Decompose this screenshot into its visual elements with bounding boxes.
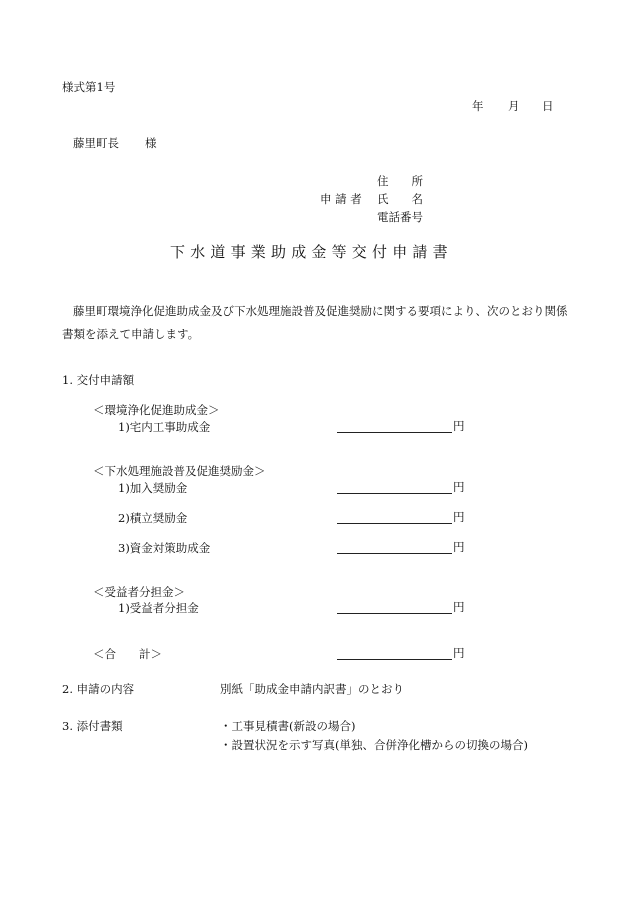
item-label: 1)加入奨励金 bbox=[118, 481, 188, 495]
amount-line bbox=[337, 493, 452, 494]
addressee-honorific: 様 bbox=[145, 136, 157, 150]
item-label: 1)受益者分担金 bbox=[118, 601, 199, 615]
amount-line bbox=[337, 432, 452, 433]
body-paragraph: 藤里町環境浄化促進助成金及び下水処理施設普及促進奨励に関する要項により、次のとおり関係書類を添えて申請します。 bbox=[62, 304, 568, 341]
applicant-name-label: 氏 名 bbox=[377, 192, 423, 206]
item-label: 2)積立奨励金 bbox=[118, 511, 188, 525]
form-number: 様式第1号 bbox=[62, 80, 116, 94]
group-1-heading: ＜環境浄化促進助成金＞ bbox=[93, 403, 220, 417]
group-2-heading: ＜下水処理施設普及促進奨励金＞ bbox=[93, 464, 266, 478]
section-1-label: 1. 交付申請額 bbox=[62, 373, 135, 387]
section-2-value: 別紙「助成金申請内訳書」のとおり bbox=[220, 682, 404, 696]
date-day: 日 bbox=[542, 99, 554, 113]
applicant-label: 申 請 者 bbox=[320, 192, 362, 206]
unit-yen: 円 bbox=[453, 600, 465, 614]
item-label: 3)資金対策助成金 bbox=[118, 541, 211, 555]
unit-yen: 円 bbox=[453, 419, 465, 433]
item-label: 1)宅内工事助成金 bbox=[118, 420, 211, 434]
section-2-label: 2. 申請の内容 bbox=[62, 682, 135, 696]
amount-line bbox=[337, 523, 452, 524]
addressee-name: 藤里町長 bbox=[73, 136, 119, 150]
unit-yen: 円 bbox=[453, 540, 465, 554]
applicant-address-label: 住 所 bbox=[377, 174, 423, 188]
amount-line bbox=[337, 613, 452, 614]
unit-yen: 円 bbox=[453, 510, 465, 524]
amount-line bbox=[337, 659, 452, 660]
document-title: 下水道事業助成金等交付申請書 bbox=[170, 243, 453, 261]
unit-yen: 円 bbox=[453, 646, 465, 660]
applicant-phone-label: 電話番号 bbox=[377, 210, 423, 224]
total-label: ＜合 計＞ bbox=[93, 647, 162, 661]
amount-line bbox=[337, 553, 452, 554]
group-3-heading: ＜受益者分担金＞ bbox=[93, 585, 185, 599]
date-month: 月 bbox=[508, 99, 520, 113]
section-3-label: 3. 添付書類 bbox=[62, 719, 123, 733]
attachment-item: ・設置状況を示す写真(単独、合併浄化槽からの切換の場合) bbox=[220, 738, 528, 752]
date-year: 年 bbox=[472, 99, 484, 113]
attachment-item: ・工事見積書(新設の場合) bbox=[220, 719, 356, 733]
unit-yen: 円 bbox=[453, 480, 465, 494]
